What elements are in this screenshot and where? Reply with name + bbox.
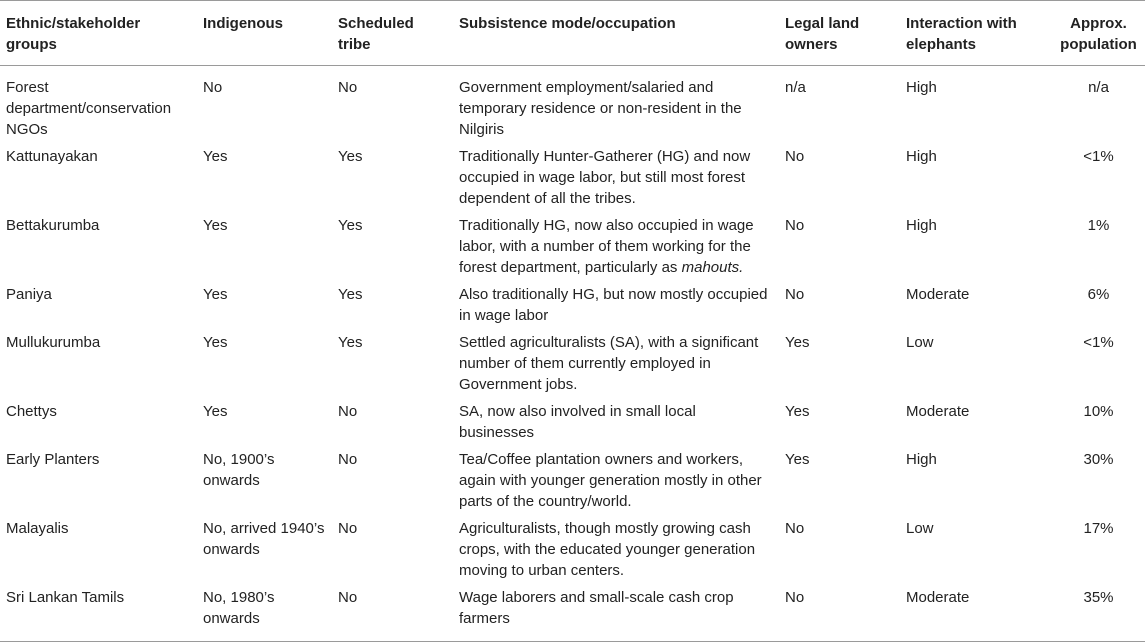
cell-legal: No bbox=[785, 520, 805, 537]
cell-interaction: Moderate bbox=[906, 286, 970, 303]
table-row bbox=[0, 401, 1145, 449]
cell-scheduled: Yes bbox=[338, 148, 363, 165]
cell-population: n/a bbox=[1088, 79, 1109, 96]
cell-ethnic: Sri Lankan Tamils bbox=[0, 587, 197, 642]
header-population: Approx. population bbox=[1052, 1, 1145, 66]
cell-population: 1% bbox=[1087, 217, 1110, 234]
cell-legal: Yes bbox=[785, 334, 810, 351]
table-row bbox=[0, 284, 1145, 332]
cell-population: 30% bbox=[1083, 451, 1114, 468]
cell-interaction: High bbox=[906, 79, 937, 96]
cell-subsistence: Government employment/salaried and temporary residence or non-resident in the Nilgiris bbox=[459, 79, 742, 138]
cell-scheduled: No bbox=[338, 520, 358, 537]
cell-scheduled: No bbox=[332, 587, 453, 642]
cell-subsistence: Agriculturalists, though mostly growing cash crops, with the educated younger generation moving to urban centers. bbox=[459, 520, 756, 579]
cell-interaction: High bbox=[906, 217, 937, 234]
cell-scheduled: Yes bbox=[338, 334, 363, 351]
cell-indigenous: No bbox=[203, 79, 223, 96]
subsistence-text: Traditionally HG, now also occupied in wage labor, with a number of them working for the forest department, particularly as bbox=[459, 217, 754, 276]
header-interaction: Interaction with elephants bbox=[900, 1, 1052, 66]
table-row bbox=[0, 146, 1145, 215]
cell-indigenous: Yes bbox=[203, 148, 228, 165]
subsistence-italic-term: mahouts. bbox=[681, 259, 744, 276]
cell-interaction: Moderate bbox=[906, 403, 970, 420]
cell-scheduled: Yes bbox=[338, 286, 363, 303]
cell-population: 6% bbox=[1087, 286, 1110, 303]
cell-ethnic: Paniya bbox=[6, 286, 52, 303]
table-row bbox=[0, 587, 1145, 642]
cell-interaction: Low bbox=[906, 520, 934, 537]
cell-ethnic: Bettakurumba bbox=[6, 217, 100, 234]
cell-population: 35% bbox=[1052, 587, 1145, 642]
cell-population: 10% bbox=[1083, 403, 1114, 420]
cell-indigenous: Yes bbox=[203, 403, 228, 420]
cell-subsistence: Tea/Coffee plantation owners and workers, again with younger generation mostly in other parts of the country/world. bbox=[459, 451, 762, 510]
cell-indigenous: Yes bbox=[203, 286, 228, 303]
cell-subsistence: Also traditionally HG, but now mostly occupied in wage labor bbox=[459, 286, 768, 324]
cell-population: <1% bbox=[1083, 148, 1114, 165]
cell-scheduled: No bbox=[338, 451, 358, 468]
header-subsistence: Subsistence mode/occupation bbox=[453, 1, 779, 66]
header-scheduled-tribe: Scheduled tribe bbox=[332, 1, 453, 66]
cell-scheduled: Yes bbox=[338, 217, 363, 234]
table-row bbox=[0, 449, 1145, 518]
cell-scheduled: No bbox=[338, 403, 358, 420]
table-row bbox=[0, 332, 1145, 401]
cell-interaction: Low bbox=[906, 334, 934, 351]
table-row bbox=[0, 66, 1145, 147]
cell-ethnic: Mullukurumba bbox=[6, 334, 101, 351]
cell-subsistence: Wage laborers and small-scale cash crop farmers bbox=[453, 587, 779, 642]
cell-legal: No bbox=[785, 286, 805, 303]
header-ethnic: Ethnic/stakeholder groups bbox=[0, 1, 197, 66]
cell-interaction: Moderate bbox=[900, 587, 1052, 642]
cell-interaction: High bbox=[906, 451, 937, 468]
cell-indigenous: Yes bbox=[203, 334, 228, 351]
cell-ethnic: Early Planters bbox=[6, 451, 100, 468]
cell-indigenous: No, arrived 1940’s onwards bbox=[203, 520, 325, 558]
cell-subsistence: SA, now also involved in small local businesses bbox=[459, 403, 696, 441]
cell-legal: No bbox=[785, 148, 805, 165]
cell-subsistence bbox=[453, 215, 779, 284]
cell-legal: n/a bbox=[785, 79, 806, 96]
cell-subsistence: Settled agriculturalists (SA), with a significant number of them currently employed in Government jobs. bbox=[459, 334, 759, 393]
header-legal-land-owners: Legal land owners bbox=[779, 1, 900, 66]
header-row bbox=[0, 1, 1145, 66]
cell-ethnic: Malayalis bbox=[6, 520, 69, 537]
table-body bbox=[0, 66, 1145, 642]
cell-legal: No bbox=[779, 587, 900, 642]
table-header bbox=[0, 1, 1145, 66]
cell-population: <1% bbox=[1083, 334, 1114, 351]
cell-indigenous: Yes bbox=[203, 217, 228, 234]
cell-subsistence: Traditionally Hunter-Gatherer (HG) and now occupied in wage labor, but still most forest dependent of all the tribes. bbox=[459, 148, 751, 207]
table-row bbox=[0, 215, 1145, 284]
cell-legal: Yes bbox=[785, 403, 810, 420]
cell-indigenous: No, 1980’s onwards bbox=[197, 587, 332, 642]
cell-ethnic: Kattunayakan bbox=[6, 148, 98, 165]
table-row bbox=[0, 518, 1145, 587]
cell-ethnic: Chettys bbox=[6, 403, 57, 420]
cell-scheduled: No bbox=[338, 79, 358, 96]
cell-indigenous: No, 1900’s onwards bbox=[203, 451, 275, 489]
cell-legal: No bbox=[785, 217, 805, 234]
header-indigenous: Indigenous bbox=[197, 1, 332, 66]
cell-population: 17% bbox=[1083, 520, 1114, 537]
cell-interaction: High bbox=[906, 148, 937, 165]
cell-ethnic: Forest department/conservation NGOs bbox=[6, 79, 172, 138]
cell-legal: Yes bbox=[785, 451, 810, 468]
